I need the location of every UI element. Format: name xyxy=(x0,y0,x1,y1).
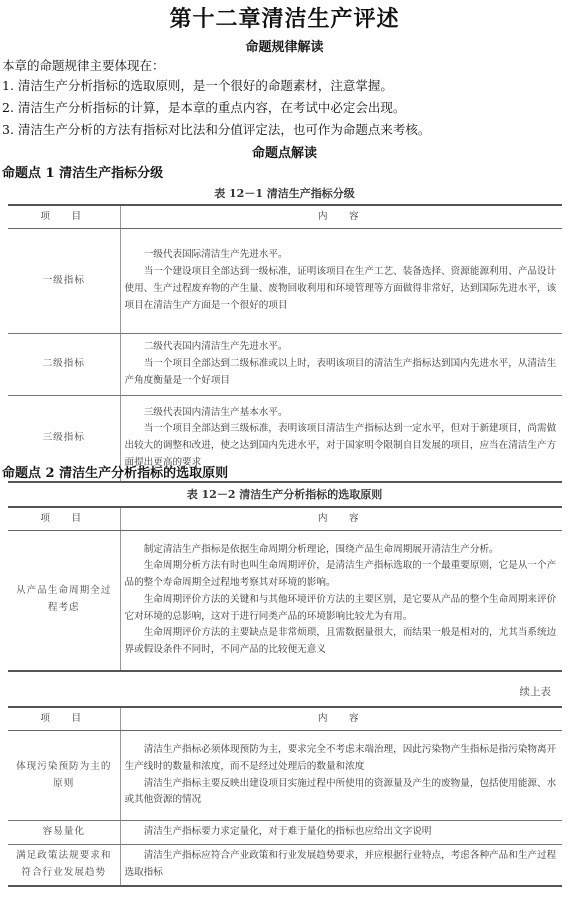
table-header-row xyxy=(8,205,562,229)
content-paragraph: 清洁生产指标必须体现预防为主，要求完全不考虑末端治理，因此污染物产生指标是指污染物离开生产线时的数量和浓度，而不是经过处理后的数量和浓度 xyxy=(124,743,557,772)
row-item-label: 三级指标 xyxy=(8,396,120,482)
column-header-item: 项 目 xyxy=(8,507,120,531)
content-paragraph: 制定清洁生产指标是依据生命周期分析理论，围绕产品生命周期展开清洁生产分析。 xyxy=(143,543,499,555)
column-header-content: 内 容 xyxy=(120,707,562,731)
content-paragraph: 当一个项目全部达到三级标准，表明该项目清洁生产指标达到一定水平，但对于新建项目，尚需做出较大的调整和改进，使之达到国内先进水平，对于国家明令限制自目发展的项目，应当在清洁生产方面提出更高的要求 xyxy=(124,423,557,469)
table-header-row xyxy=(8,507,562,531)
rules-item-1: 1. 清洁生产分析指标的选取原则，是一个很好的命题素材，注意掌握。 xyxy=(2,78,393,93)
table-2 xyxy=(8,506,562,672)
content-paragraph: 清洁生产指标主要反映出建设项目实施过程中所使用的资源量及产生的废物量，包括使用能源、水或其他资源的情况 xyxy=(124,777,557,806)
table-row xyxy=(8,531,562,671)
table-row xyxy=(8,731,562,821)
row-item-label: 从产品生命周期全过程考虑 xyxy=(8,531,120,671)
table-1 xyxy=(8,204,562,483)
row-item-label: 满足政策法规要求和符合行业发展趋势 xyxy=(8,845,120,886)
point-1-heading: 命题点 1 清洁生产指标分级 xyxy=(2,166,164,181)
content-paragraph: 二级代表国内清洁生产先进水平。 xyxy=(143,341,288,353)
row-content xyxy=(120,845,562,886)
content-paragraph: 生命周期评价方法的主要缺点是非常烦琐，且需数据量很大，而结果一般是相对的，尤其当系统边界或假设条件不同时，不同产品的比较便无意义 xyxy=(124,627,557,656)
row-item-label: 二级指标 xyxy=(8,334,120,396)
content-paragraph: 清洁生产指标要力求定量化，对于难于量化的指标也应给出文字说明 xyxy=(143,826,432,838)
section-heading-points: 命题点解读 xyxy=(251,146,317,161)
content-paragraph: 三级代表国内清洁生产基本水平。 xyxy=(143,406,288,418)
table-2-continued xyxy=(8,706,562,887)
column-header-content: 内 容 xyxy=(120,507,562,531)
table-header-row xyxy=(8,707,562,731)
column-header-content: 内 容 xyxy=(120,205,562,229)
column-header-item: 项 目 xyxy=(8,205,120,229)
content-paragraph: 一级代表国际清洁生产先进水平。 xyxy=(143,249,288,261)
chapter-title: 第十二章清洁生产评述 xyxy=(169,6,400,32)
table-2-caption: 表 12－2 清洁生产分析指标的选取原则 xyxy=(186,488,383,501)
row-content xyxy=(120,334,562,396)
content-paragraph: 生命周期分析方法有时也叫生命周期评价，是清洁生产指标选取的一个最重要原则，它是从一个产品的整个寿命周期全过程地考察其对环境的影响。 xyxy=(124,560,557,589)
rules-intro: 本章的命题规律主要体现在： xyxy=(2,58,165,73)
table-1-caption: 表 12－1 清洁生产指标分级 xyxy=(214,187,355,200)
row-content xyxy=(120,531,562,671)
rules-item-2: 2. 清洁生产分析指标的计算，是本章的重点内容，在考试中必定会出现。 xyxy=(2,100,406,115)
row-content xyxy=(120,229,562,334)
column-header-item: 项 目 xyxy=(8,707,120,731)
table-row xyxy=(8,334,562,396)
row-content xyxy=(120,821,562,845)
content-paragraph: 当一个项目全部达到二级标准或以上时，表明该项目的清洁生产指标达到国内先进水平，从清洁生产角度衡量是一个好项目 xyxy=(124,358,557,386)
content-paragraph: 清洁生产指标应符合产业政策和行业发展趋势要求，并应根据行业特点，考虑各种产品和生产过程选取指标 xyxy=(124,850,557,878)
table-row xyxy=(8,229,562,334)
point-2-heading: 命题点 2 清洁生产分析指标的选取原则 xyxy=(2,466,229,481)
content-paragraph: 当一个建设项目全部达到一级标准，证明该项目在生产工艺、装备选择、资源能源利用、产品设计使用、生产过程废弃物的产生量、废物回收利用和环境管理等方面做得非常好，达到国际先进水平，该项目在清洁生产方面是一个很好的项目 xyxy=(124,266,557,311)
row-item-label: 一级指标 xyxy=(8,229,120,334)
row-content xyxy=(120,731,562,821)
section-heading-rules: 命题规律解读 xyxy=(245,40,324,55)
row-item-label: 体现污染预防为主的原则 xyxy=(8,731,120,821)
continued-label: 续上表 xyxy=(519,686,551,698)
table-row xyxy=(8,821,562,845)
content-paragraph: 生命周期评价方法的关键和与其他环境评价方法的主要区别，是它要从产品的整个生命周期来评价它对环境的总影响，这对于进行同类产品的环境影响比较尤为有用。 xyxy=(124,593,557,622)
table-row xyxy=(8,845,562,886)
row-item-label: 容易量化 xyxy=(8,821,120,845)
rules-item-3: 3. 清洁生产分析的方法有指标对比法和分值评定法，也可作为命题点来考核。 xyxy=(2,122,431,137)
